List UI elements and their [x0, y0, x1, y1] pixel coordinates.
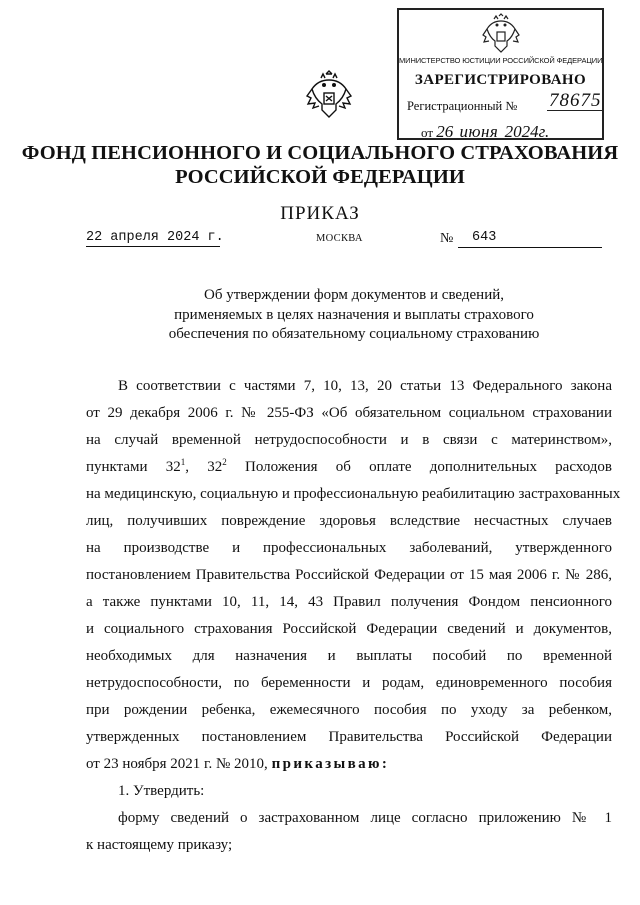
subject-line1: Об утверждении форм документов и сведений,	[203, 287, 505, 303]
body-text: от 23 ноября 2021 г. № 2010,	[86, 756, 268, 772]
organization-name-line1: ФОНД ПЕНСИОННОГО И СОЦИАЛЬНОГО СТРАХОВАНИЯ	[21, 142, 619, 164]
body-line: утвержденных постановлением Правительства Российской Федерации	[86, 729, 612, 745]
body-text: пунктами 32	[86, 459, 181, 475]
body-line: на случай временной нетрудоспособности и в связи с материнством»,	[86, 432, 612, 448]
organization-name	[0, 141, 640, 189]
stamp-date-month: июня	[459, 122, 499, 141]
body-line	[86, 754, 612, 774]
body-line: при рождении ребенка, ежемесячного пособия по уходу за ребенком,	[86, 702, 612, 718]
order-date: 22 апреля 2024 г.	[86, 230, 224, 245]
body-line: В соответствии с частями 7, 10, 13, 20 статьи 13 Федерального закона	[118, 378, 612, 394]
stamp-date-day: 26	[436, 122, 454, 141]
body-text: Положения об оплате дополнительных расходов	[226, 459, 612, 475]
body-line: на производстве и профессиональных заболеваний, утвержденного	[86, 540, 612, 556]
stamp-ministry-name: МИНИСТЕРСТВО ЮСТИЦИИ РОССИЙСКОЙ ФЕДЕРАЦИИ	[399, 56, 603, 65]
body-line: а также пунктами 10, 11, 14, 43 Правил получения Фондом пенсионного	[86, 594, 612, 610]
body-text: , 32	[185, 459, 223, 475]
body-line: форму сведений о застрахованном лице согласно приложению № 1	[118, 810, 612, 826]
stamp-registration-number: 78675	[549, 90, 602, 111]
coat-of-arms-icon	[305, 70, 353, 120]
subject-line2: применяемых в целях назначения и выплаты страхового	[174, 306, 534, 323]
body-line: необходимых для назначения и выплаты пособий по временной	[86, 648, 612, 664]
body-line: нетрудоспособности, по беременности и родам, единовременного пособия	[86, 675, 612, 691]
body-line: на медицинскую, социальную и профессиональную реабилитацию застрахованных	[86, 486, 621, 502]
order-verb: приказываю:	[271, 756, 390, 772]
organization-name-line2: РОССИЙСКОЙ ФЕДЕРАЦИИ	[175, 166, 465, 188]
stamp-title: ЗАРЕГИСТРИРОВАНО	[414, 72, 587, 88]
body-line: к настоящему приказу;	[86, 837, 233, 853]
stamp-registration-label: Регистрационный №	[407, 99, 518, 113]
stamp-date-year: 2024г.	[504, 122, 550, 141]
eagle-emblem-icon	[481, 13, 521, 55]
order-place: МОСКВА	[316, 233, 363, 244]
body-line: постановлением Правительства Российской Федерации от 15 мая 2006 г. № 286,	[86, 567, 612, 583]
order-number: 643	[472, 230, 497, 245]
stamp-date	[421, 122, 549, 142]
subject-line3: обеспечения по обязательному социальному страхованию	[168, 326, 540, 342]
superscript: 2	[222, 457, 227, 467]
body-line: от 29 декабря 2006 г. № 255-ФЗ «Об обязательном социальном страховании	[86, 405, 612, 421]
order-number-sign: №	[440, 231, 454, 246]
document-type: ПРИКАЗ	[280, 203, 360, 224]
order-subject	[0, 286, 640, 345]
body-line: лиц, получивших повреждение здоровья вследствие несчастных случаев	[86, 513, 612, 529]
item-heading: 1. Утвердить:	[118, 783, 205, 799]
stamp-date-prefix: от	[421, 125, 434, 140]
registration-stamp	[397, 8, 604, 140]
body-line: и социального страхования Российской Федерации сведений и документов,	[86, 621, 612, 637]
body-line	[86, 457, 612, 477]
superscript: 1	[180, 457, 186, 467]
